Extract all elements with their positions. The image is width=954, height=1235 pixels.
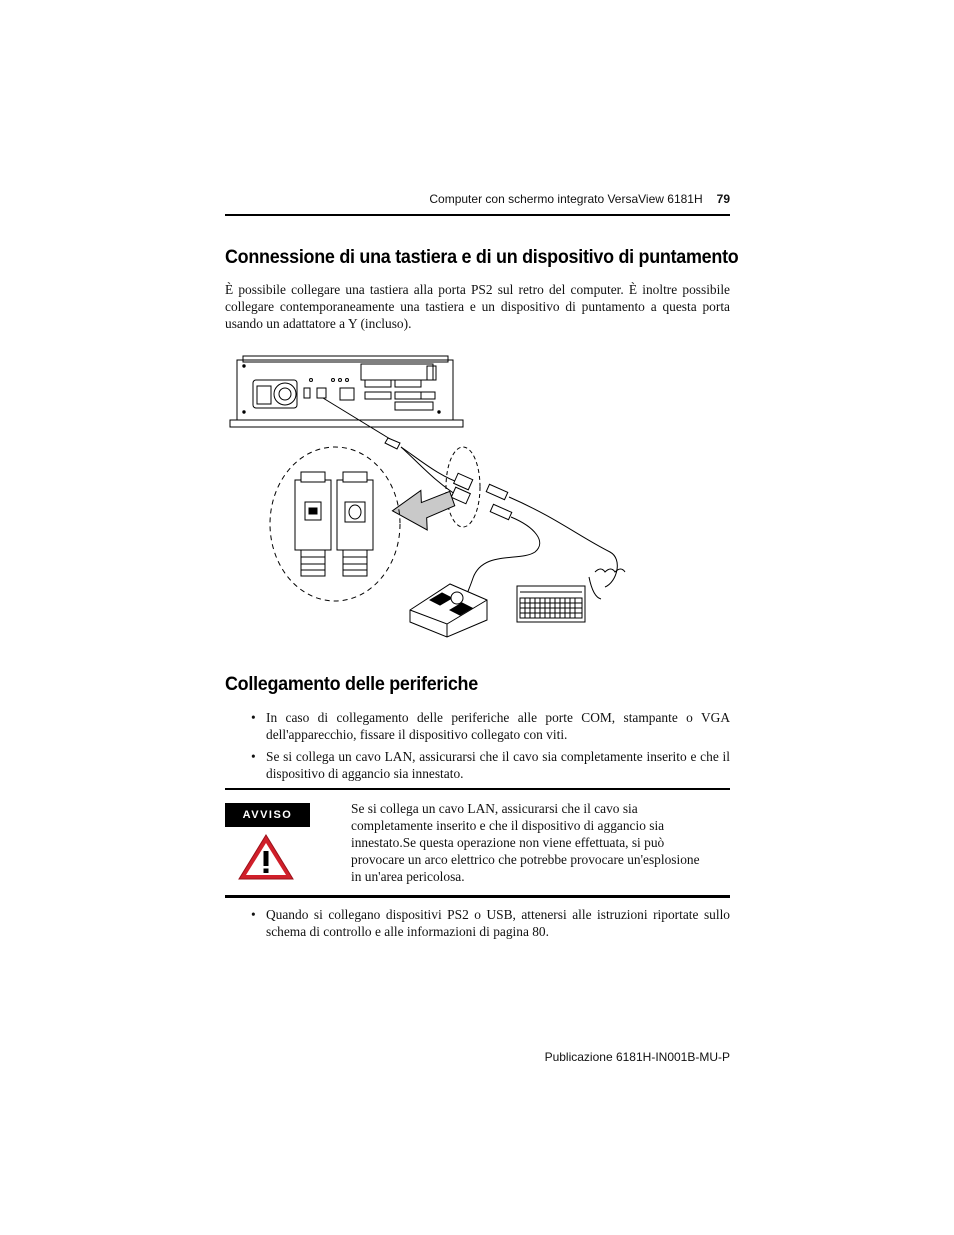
notice-bottom-rule [225, 895, 730, 898]
keyboard-device [517, 586, 585, 622]
lan-port [340, 388, 354, 400]
trackball-device [410, 584, 487, 637]
list-item: • Se si collega un cavo LAN, assicurarsi che il cavo sia completamente inserito e che il dispositivo di aggancio sia innestato. [225, 748, 730, 782]
computer-base [230, 420, 463, 427]
notice-label: AVVISO [225, 803, 310, 827]
keyboard-connector-detail [295, 480, 331, 550]
ps2-usb-bullet-list [225, 906, 730, 945]
connector-detail-callout [270, 447, 400, 601]
notice-text: Se si collega un cavo LAN, assicurarsi che il cavo sia completamente inserito e che il dispositivo di aggancio sia innestato.Se questa operazione non viene effettuata, si può provocare un arco elettrico che potrebbe provocare un'esplosione in un'area pericolosa. [351, 801, 700, 884]
power-socket [257, 386, 271, 404]
fan-icon [274, 383, 296, 405]
list-item: • Quando si collegano dispositivi PS2 o USB, attenersi alle istruzioni riportate sullo schema di controllo e alle informazioni di pagina 80. [225, 906, 730, 940]
computer-rear-panel [230, 356, 463, 427]
com-port [395, 392, 421, 399]
peripherals-bullet-list [225, 709, 730, 787]
header-title: Computer con schermo integrato VersaView 6181H [429, 192, 703, 206]
footer-publication: Publicazione 6181H-IN001B-MU-P [544, 1050, 730, 1064]
expansion-card-slot [361, 364, 433, 380]
header-rule [225, 214, 730, 216]
section-body-keyboard: È possibile collegare una tastiera alla porta PS2 sul retro del computer. È inoltre possibile collegare contemporaneamente una tastiera e un dispositivo di puntamento a questa porta usando un adattatore a Y (incluso). [225, 282, 730, 331]
list-item: • In caso di collegamento delle periferiche alle porte COM, stampante o VGA dell'apparecchio, fissare il dispositivo collegato con viti. [225, 709, 730, 743]
connection-illustration [225, 352, 635, 642]
mouse-connector-detail [337, 480, 373, 550]
vga-port [395, 380, 421, 387]
running-header [225, 192, 730, 206]
ps2-port [317, 388, 326, 398]
notice-top-rule [225, 788, 730, 790]
page-number: 79 [716, 192, 730, 206]
warning-triangle-icon [237, 833, 295, 881]
section-heading-keyboard: Connessione di una tastiera e di un dispositivo di puntamento [225, 246, 739, 268]
section-heading-peripherals: Collegamento delle periferiche [225, 673, 478, 695]
peripheral-cables [465, 484, 625, 602]
